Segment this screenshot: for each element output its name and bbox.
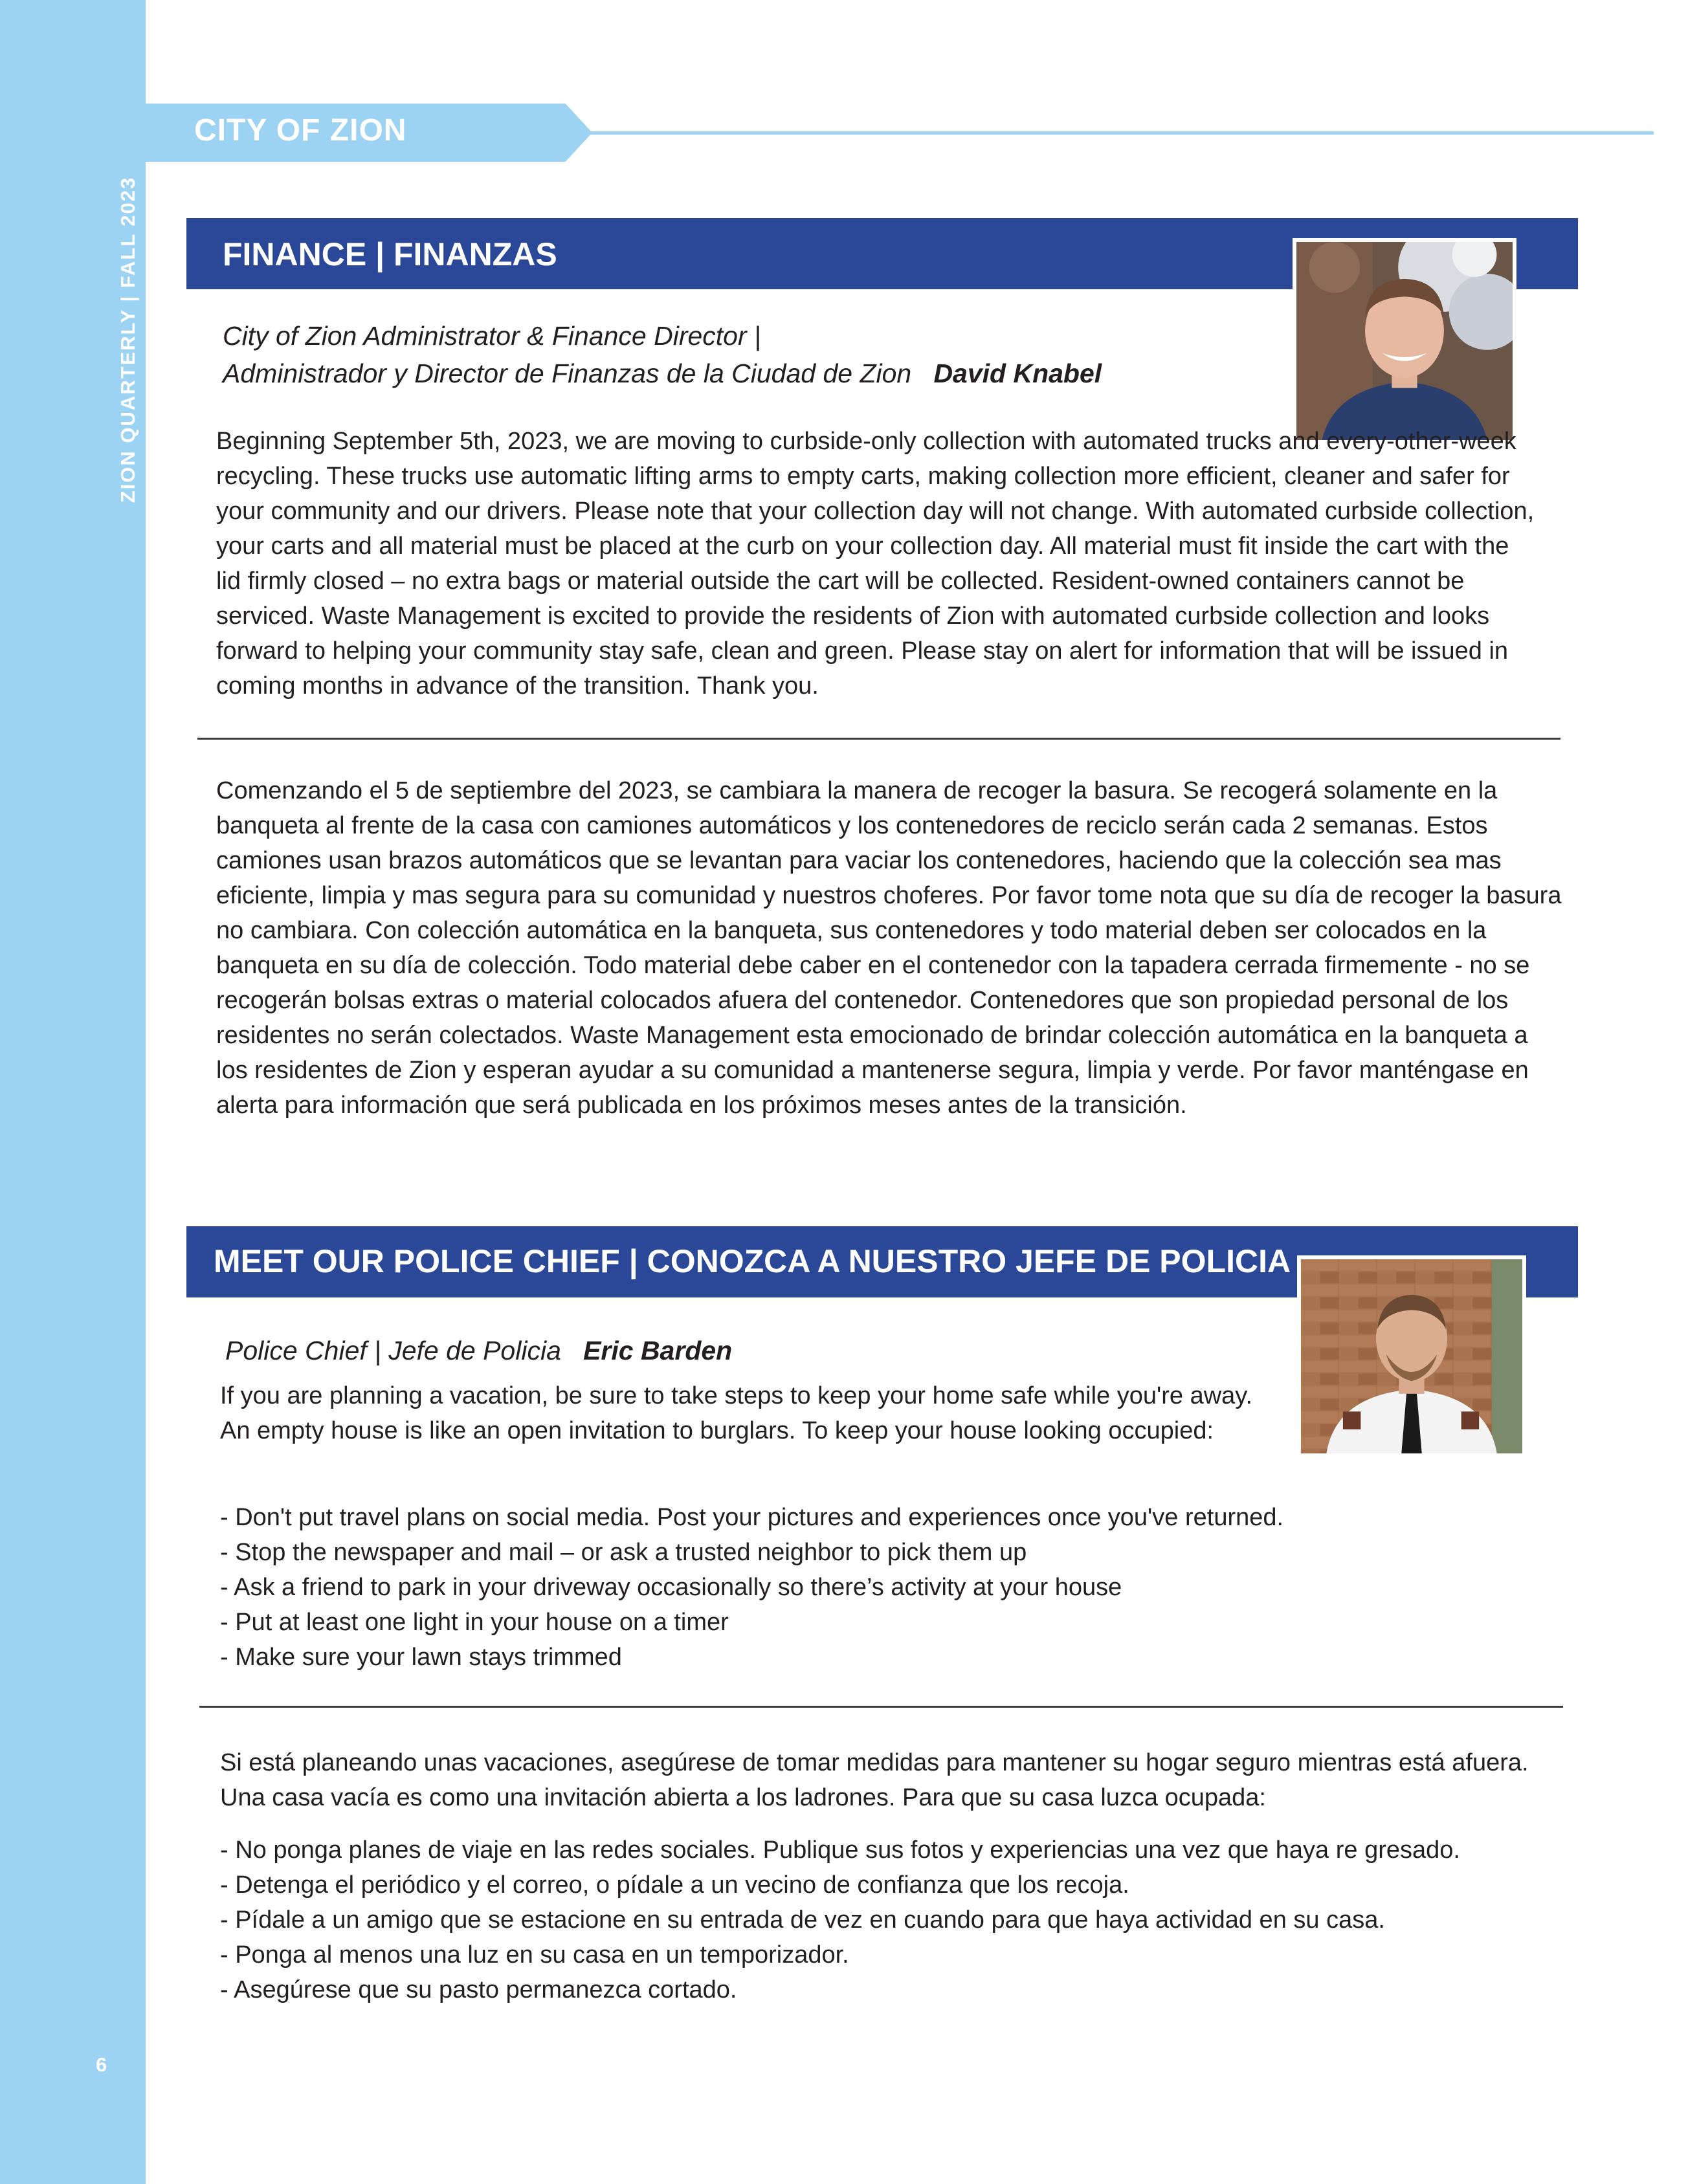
list-item: - Put at least one light in your house on a timer — [220, 1609, 729, 1636]
list-item: - No ponga planes de viaje en las redes sociales. Publique sus fotos y experiencias una vez que haya re gresado. — [220, 1837, 1460, 1864]
police-section-title: MEET OUR POLICE CHIEF | CONOZCA A NUESTRO JEFE DE POLICIA — [214, 1243, 1291, 1279]
police-chief-name: Eric Barden — [583, 1336, 733, 1365]
list-item: - Make sure your lawn stays trimmed — [220, 1644, 622, 1671]
police-tips-spanish — [220, 1833, 1573, 2007]
finance-paragraph-english: Beginning September 5th, 2023, we are moving to curbside-only collection with automated trucks and every-other-week recycling. These trucks use automatic lifting arms to empty carts, making collection more efficient, cleaner and safer for your community and our drivers. Please note that your collection day will not change. With automated curbside collection, your carts and all material must be placed at the curb on your collection day. All material must fit inside the cart with the lid firmly closed – no extra bags or material outside the cart will be collected. Resident-owned containers cannot be serviced. Waste Management is excited to provide the residents of Zion with automated curbside collection and looks forward to helping your community stay safe, clean and green. Please stay on alert for information that will be issued in coming months in advance of the transition. Thank you. — [216, 428, 1535, 700]
list-item: - Ask a friend to park in your driveway occasionally so there’s activity at your house — [220, 1574, 1122, 1601]
list-item: - Pídale a un amigo que se estacione en su entrada de vez en cuando para que haya actividad en su casa. — [220, 1906, 1385, 1934]
page-number: 6 — [96, 2053, 107, 2076]
portrait-photo-icon — [1301, 1259, 1522, 1453]
finance-section-title: FINANCE | FINANZAS — [223, 236, 557, 272]
finance-role-line1: City of Zion Administrator & Finance Director | — [223, 321, 761, 351]
list-item: - Stop the newspaper and mail – or ask a trusted neighbor to pick them up — [220, 1539, 1027, 1566]
police-intro-english: If you are planning a vacation, be sure to take steps to keep your home safe while you're away. An empty house is like an open invitation to burglars. To keep your house looking occupied: — [220, 1382, 1253, 1444]
finance-divider — [197, 738, 1560, 740]
police-intro-spanish: Si está planeando unas vacaciones, asegúrese de tomar medidas para mantener su hogar seguro mientras está afuera. Una casa vacía es como una invitación abierta a los ladrones. Para que su casa luzca ocupada: — [220, 1749, 1529, 1811]
list-item: - Asegúrese que su pasto permanezca cortado. — [220, 1976, 737, 2003]
finance-director-name: David Knabel — [933, 358, 1102, 388]
finance-role-line2: Administrador y Director de Finanzas de la Ciudad de Zion — [223, 358, 912, 388]
police-byline — [225, 1332, 732, 1369]
list-item: - Ponga al menos una luz en su casa en un temporizador. — [220, 1941, 849, 1969]
police-divider — [199, 1706, 1563, 1708]
city-name: CITY OF ZION — [194, 113, 407, 148]
finance-byline — [223, 317, 1102, 392]
police-tips-english — [220, 1500, 1573, 1675]
list-item: - Don't put travel plans on social media. Post your pictures and experiences once you've returned. — [220, 1504, 1284, 1531]
header-rule — [589, 131, 1654, 135]
finance-director-photo — [1293, 238, 1516, 444]
portrait-photo-icon — [1296, 242, 1513, 440]
police-role: Police Chief | Jefe de Policia — [225, 1336, 561, 1365]
finance-paragraph-spanish: Comenzando el 5 de septiembre del 2023, se cambiara la manera de recoger la basura. Se recogerá solamente en la banqueta al frente de la casa con camiones automáticos y los contenedores de reciclo serán cada 2 semanas. Estos camiones usan brazos automáticos que se levantan para vaciar los contenedores, haciendo que la colección sea mas eficiente, limpia y mas segura para su comunidad y nuestros choferes. Por favor tome nota que su día de recoger la basura no cambiara. Con colección automática en la banqueta, sus contenedores y todo material deben ser colocados en la banqueta en su día de colección. Todo material debe caber en el contenedor con la tapadera cerrada firmemente - no se recogerán bolsas extras o material colocados afuera del contenedor. Contenedores que son propiedad personal de los residentes no serán colectados. Waste Management esta emocionado de brindar colección automática en la banqueta a los residentes de Zion y esperan ayudar a su comunidad a mantenerse segura, limpia y verde. Por favor manténgase en alerta para información que será publicada en los próximos meses antes de la transición. — [216, 777, 1562, 1119]
list-item: - Detenga el periódico y el correo, o pídale a un vecino de confianza que los recoja. — [220, 1871, 1129, 1899]
publication-title: ZION QUARTERLY | FALL 2023 — [117, 176, 139, 503]
police-chief-photo — [1297, 1255, 1526, 1457]
